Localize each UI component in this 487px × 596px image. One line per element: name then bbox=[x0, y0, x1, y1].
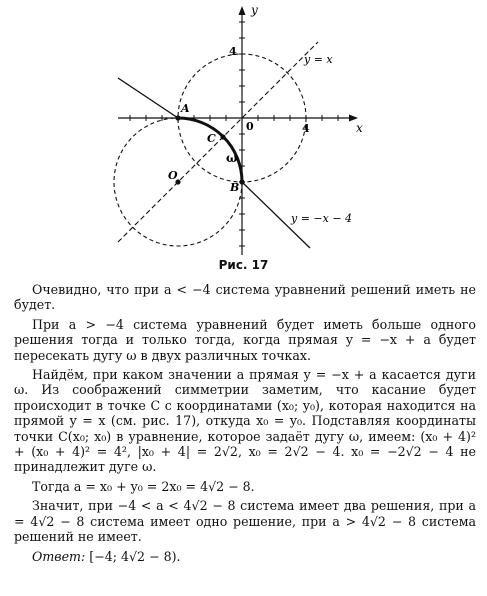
point-b-label: B bbox=[230, 181, 240, 194]
tick-label-x4: 4 bbox=[302, 122, 310, 135]
solution-text bbox=[14, 282, 476, 568]
point-a-label: A bbox=[181, 102, 190, 115]
answer-value: [−4; 4√2 − 8). bbox=[89, 548, 181, 564]
point-c-label: C bbox=[207, 132, 216, 145]
answer-line bbox=[14, 549, 476, 564]
point-c-dot bbox=[220, 134, 225, 139]
paragraph-2: При a > −4 система уравнений будет иметь больше одного решения тогда и только тогда, когда прямая y = −x + a будет пересекать дугу ω в двух различных точках. bbox=[14, 316, 476, 363]
y-axis-label: y bbox=[251, 3, 258, 17]
figure-caption: Рис. 17 bbox=[218, 258, 269, 272]
line-label-y-equals-minus-x-minus-4: y = −x − 4 bbox=[291, 212, 353, 225]
origin-label: 0 bbox=[246, 120, 254, 133]
y-axis-arrow bbox=[239, 6, 246, 15]
point-a-dot bbox=[175, 115, 180, 120]
point-b-dot bbox=[239, 179, 244, 184]
arc-omega-label: ω bbox=[226, 151, 238, 165]
point-o-label: O bbox=[168, 169, 178, 182]
paragraph-1: Очевидно, что при a < −4 система уравнений решений иметь не будет. bbox=[14, 282, 476, 313]
tick-label-y4: 4 bbox=[229, 45, 237, 58]
paragraph-4: Тогда a = x₀ + y₀ = 2x₀ = 4√2 − 8. bbox=[32, 478, 255, 494]
answer-label: Ответ: bbox=[32, 548, 86, 564]
line-y-equals-minus-x-minus-4 bbox=[118, 78, 178, 118]
x-axis-label: x bbox=[356, 121, 363, 135]
paragraph-3: Найдём, при каком значении a прямая y = −x + a касается дуги ω. Из соображений симметрии заметим, что касание будет происходит в точке C с координатами (x₀; y₀), которая находится на прямой y = x (см. рис. 17), откуда x₀ = y₀. Подставляя координаты точки C(x₀; x₀) в уравнение, которое задаёт дугу ω, имеем: (x₀ + 4)² + (x₀ + 4)² = 4², |x₀ + 4| = 2√2, x₀ = 2√2 − 4. x₀ = −2√2 − 4 не принадлежит дуге ω. bbox=[14, 367, 476, 475]
line-y-equals-x bbox=[118, 42, 318, 242]
line-label-y-equals-x: y = x bbox=[304, 53, 333, 66]
paragraph-5: Значит, при −4 < a < 4√2 − 8 система имеет два решения, при a = 4√2 − 8 система имеет одно решение, при a > 4√2 − 8 система решений не имеет. bbox=[14, 498, 476, 545]
figure-17 bbox=[0, 0, 487, 258]
